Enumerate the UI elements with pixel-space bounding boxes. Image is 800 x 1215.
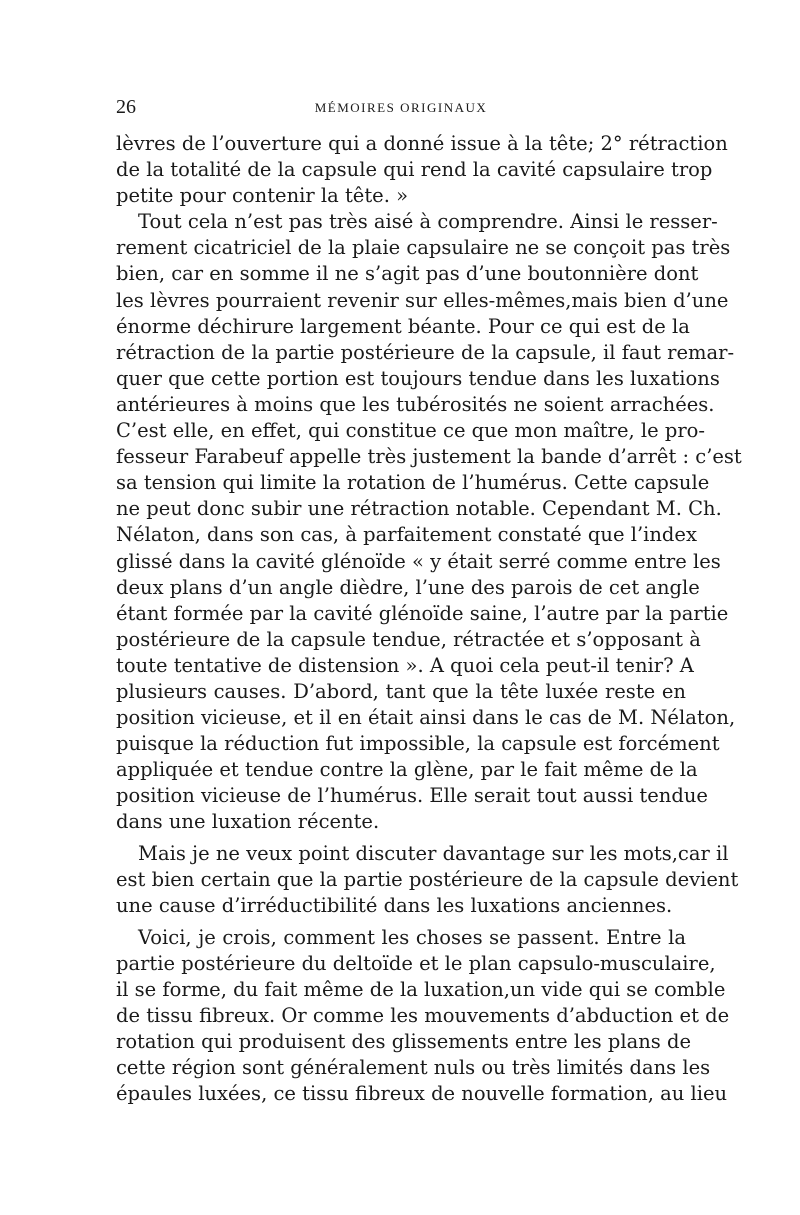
- text-line: position vicieuse, et il en était ainsi dans le cas de M. Nélaton,: [116, 706, 736, 730]
- text-line: étant formée par la cavité glénoïde saine, l’autre par la partie: [116, 601, 729, 625]
- text-line: partie postérieure du deltoïde et le plan capsulo-musculaire,: [116, 951, 716, 975]
- text-line: rétraction de la partie postérieure de la capsule, il faut remar-: [116, 340, 735, 364]
- text-line: Mais je ne veux point discuter davantage sur les mots,car il: [138, 841, 729, 865]
- paragraph: [116, 841, 739, 919]
- text-line: C’est elle, en effet, qui constitue ce que mon maître, le pro-: [116, 419, 706, 443]
- text-line: puisque la réduction fut impossible, la capsule est forcément: [116, 732, 720, 756]
- text-line: Tout cela n’est pas très aisé à comprendre. Ainsi le resser-: [138, 210, 718, 234]
- text-line: Nélaton, dans son cas, à parfaitement constaté que l’index: [116, 523, 697, 547]
- body-text: [116, 131, 742, 1107]
- text-line: épaules luxées, ce tissu fibreux de nouvelle formation, au lieu: [116, 1082, 728, 1106]
- text-line: rement cicatriciel de la plaie capsulaire ne se conçoit pas très: [116, 236, 731, 260]
- text-line: rotation qui produisent des glissements entre les plans de: [116, 1030, 692, 1054]
- text-line: quer que cette portion est toujours tendue dans les luxations: [116, 366, 720, 390]
- text-line: ne peut donc subir une rétraction notable. Cependant M. Ch.: [116, 497, 722, 521]
- page-number: 26: [116, 96, 136, 118]
- running-title: MÉMOIRES ORIGINAUX: [314, 100, 488, 115]
- text-line: petite pour contenir la tête. »: [116, 184, 409, 208]
- paragraph: [116, 209, 742, 835]
- text-line: cette région sont généralement nuls ou très limités dans les: [116, 1056, 711, 1080]
- text-line: il se forme, du fait même de la luxation,un vide qui se comble: [116, 978, 726, 1001]
- text-line: appliquée et tendue contre la glène, par le fait même de la: [116, 758, 698, 782]
- text-line: plusieurs causes. D’abord, tant que la tête luxée reste en: [116, 679, 686, 703]
- text-line: une cause d’irréductibilité dans les luxations anciennes.: [116, 893, 673, 917]
- text-line: énorme déchirure largement béante. Pour ce qui est de la: [116, 314, 690, 338]
- text-line: de tissu fibreux. Or comme les mouvements d’abduction et de: [116, 1004, 730, 1028]
- text-line: lèvres de l’ouverture qui a donné issue à la tête; 2° rétraction: [116, 132, 728, 155]
- text-line: de la totalité de la capsule qui rend la cavité capsulaire trop: [116, 158, 713, 182]
- text-line: Voici, je crois, comment les choses se passent. Entre la: [138, 925, 686, 949]
- text-line: postérieure de la capsule tendue, rétractée et s’opposant à: [116, 627, 701, 651]
- text-line: dans une luxation récente.: [116, 810, 380, 834]
- text-line: fesseur Farabeuf appelle très justement la bande d’arrêt : c’est: [116, 445, 742, 469]
- paragraph: [116, 925, 730, 1108]
- paragraph: [116, 131, 728, 209]
- text-line: glissé dans la cavité glénoïde « y était serré comme entre les: [116, 549, 721, 573]
- text-line: position vicieuse de l’humérus. Elle serait tout aussi tendue: [116, 784, 708, 808]
- text-line: toute tentative de distension ». A quoi cela peut-il tenir? A: [116, 653, 694, 677]
- text-line: deux plans d’un angle dièdre, l’une des parois de cet angle: [116, 575, 700, 599]
- text-line: sa tension qui limite la rotation de l’humérus. Cette capsule: [116, 471, 710, 495]
- text-line: bien, car en somme il ne s’agit pas d’une boutonnière dont: [116, 262, 699, 286]
- page-header: [116, 96, 686, 122]
- text-line: antérieures à moins que les tubérosités ne soient arrachées.: [116, 392, 715, 416]
- text-line: les lèvres pourraient revenir sur elles-mêmes,mais bien d’une: [116, 288, 729, 312]
- text-line: est bien certain que la partie postérieure de la capsule devient: [116, 867, 739, 891]
